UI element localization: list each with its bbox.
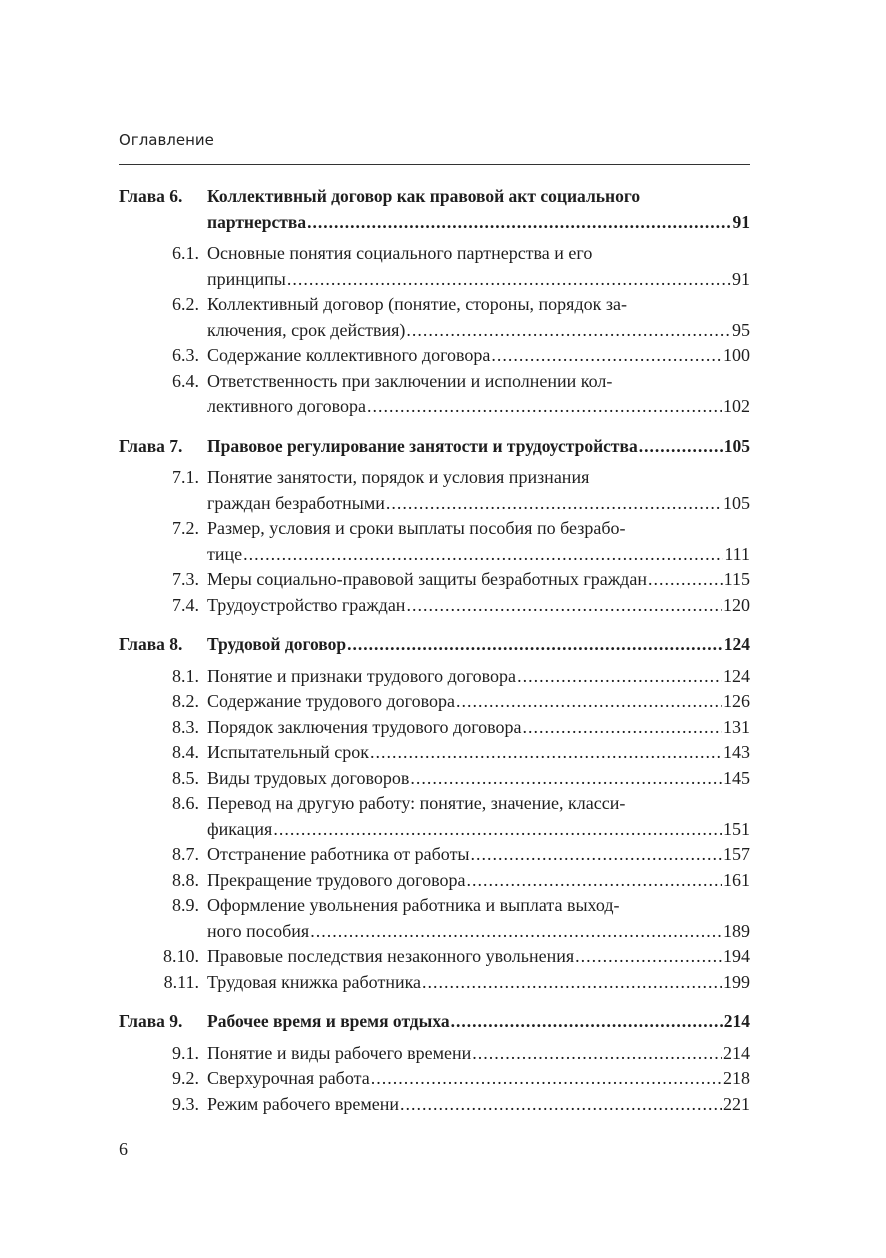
section-number: 7.3. [172,569,199,589]
section-page-number: 189 [723,920,750,941]
dot-leader [639,434,723,460]
section-block [119,715,750,741]
section-page-number: 95 [732,319,750,340]
section-title-last-line [207,394,750,420]
chapter-title-last-line [207,632,750,658]
section-page-number: 126 [723,691,750,711]
section-block [119,740,750,766]
section-number: 8.6. [172,793,199,813]
section-title [207,465,750,516]
section-list [119,664,750,996]
section-entry [119,791,750,842]
section-entry [119,1041,750,1067]
section-title [207,766,750,792]
section-page-number: 194 [723,946,750,966]
dot-leader [347,632,723,658]
dot-leader [451,1009,723,1035]
chapter-number: Глава 7. [119,435,183,456]
table-of-contents [119,184,750,1117]
section-page-number: 111 [724,543,750,564]
dot-leader [472,1041,722,1067]
section-block [119,970,750,996]
section-number: 9.1. [172,1042,199,1063]
section-title-text: Содержание коллективного договора [207,345,491,365]
dot-leader [471,842,722,868]
running-head: Оглавление [119,131,214,149]
section-title-last-line [207,817,750,843]
section-entry [119,740,750,766]
chapter-number: Глава 6. [119,186,183,206]
section-block [119,689,750,715]
chapter-title-text: партнерства [207,211,307,232]
section-title-last-line [207,267,750,293]
section-page-number: 214 [723,1042,750,1063]
dot-leader [406,593,722,619]
chapter-number: Глава 9. [119,1011,183,1031]
section-number: 8.11. [163,971,199,992]
section-title [207,689,750,715]
section-page-number: 145 [723,767,750,788]
section-block [119,842,750,868]
section-title-last-line [207,593,750,619]
section-entry [119,593,750,619]
section-title [207,567,750,593]
section-title-last-line [207,1092,750,1118]
dot-leader [406,318,731,344]
section-block [119,1066,750,1092]
dot-leader [400,1092,722,1118]
section-entry [119,1092,750,1118]
section-list [119,241,750,420]
chapter-page-number: 105 [723,435,750,456]
section-page-number: 199 [723,971,750,992]
chapter-page-number: 91 [732,211,750,232]
section-title-line: Перевод на другую работу: понятие, значение, класси- [207,793,626,813]
section-title-text: Прекращение трудового договора [207,869,466,890]
section-title-text: Трудоустройство граждан [207,594,406,615]
chapter-entry [119,632,750,658]
chapter-page-number: 124 [723,634,750,654]
chapter-title [207,184,750,235]
section-title-text: Режим рабочего времени [207,1093,400,1114]
section-entry [119,369,750,420]
section-title [207,893,750,944]
section-title-text: Порядок заключения трудового договора [207,716,522,737]
section-page-number: 221 [723,1093,750,1114]
dot-leader [310,919,722,945]
section-page-number: 218 [723,1068,750,1088]
section-title-text: Меры социально-правовой защиты безработных граждан [207,569,647,589]
section-title [207,944,750,970]
section-number: 6.4. [172,370,199,391]
section-title [207,740,750,766]
chapter-title [207,434,750,460]
dot-leader [575,944,722,970]
section-title-line: Размер, условия и сроки выплаты пособия по безрабо- [207,518,626,538]
section-page-number: 100 [723,345,750,365]
section-title-text: Сверхурочная работа [207,1068,370,1088]
section-number: 6.1. [172,243,199,263]
dot-leader [287,267,731,293]
section-title-text: Виды трудовых договоров [207,767,410,788]
section-title-last-line [207,318,750,344]
section-page-number: 161 [723,869,750,890]
section-entry [119,343,750,369]
section-title [207,791,750,842]
section-title-last-line [207,715,750,741]
section-entry [119,689,750,715]
dot-leader [307,210,731,236]
section-block [119,593,750,619]
section-title-last-line [207,343,750,369]
section-title-line: Ответственность при заключении и исполнении кол- [207,370,613,391]
header-rule [119,164,750,165]
dot-leader [456,689,722,715]
section-page-number: 105 [723,492,750,513]
chapter-title-line: Коллективный договор как правовой акт социального [207,186,641,206]
section-block [119,868,750,894]
section-title [207,292,750,343]
section-entry [119,868,750,894]
section-title-text: лективного договора [207,396,367,416]
section-title-last-line [207,842,750,868]
chapter-title-last-line [207,1009,750,1035]
section-block [119,465,750,516]
section-number: 8.4. [172,742,199,762]
section-number: 6.2. [172,294,199,314]
dot-leader [466,868,722,894]
section-page-number: 124 [723,665,750,686]
section-title-text: Правовые последствия незаконного увольнения [207,946,575,966]
section-number: 7.4. [172,594,199,615]
section-title-line: Коллективный договор (понятие, стороны, порядок за- [207,294,627,314]
section-title-text: Отстранение работника от работы [207,844,470,864]
section-page-number: 91 [732,268,750,289]
section-title-last-line [207,1066,750,1092]
chapter-block [119,184,750,235]
section-block [119,791,750,842]
section-title-last-line [207,689,750,715]
section-title-last-line [207,868,750,894]
dot-leader [386,491,722,517]
dot-leader [517,664,722,690]
section-entry [119,292,750,343]
section-title-text: граждан безработными [207,492,385,513]
section-title [207,715,750,741]
section-number: 7.2. [172,518,199,538]
dot-leader [410,766,722,792]
section-number: 7.1. [172,467,199,487]
section-title-last-line [207,970,750,996]
section-entry [119,1066,750,1092]
section-block [119,292,750,343]
chapter-entry [119,184,750,235]
section-title-text: Испытательный срок [207,742,369,762]
chapter-number: Глава 8. [119,634,183,654]
dot-leader [491,343,722,369]
section-block [119,369,750,420]
section-page-number: 151 [723,818,750,839]
section-title [207,868,750,894]
section-number: 8.9. [172,895,199,915]
section-block [119,343,750,369]
section-block [119,664,750,690]
section-title-text: фикация [207,818,273,839]
chapter-entry [119,1009,750,1035]
page-number: 6 [119,1139,128,1159]
chapter-block [119,434,750,460]
chapter-page-number: 214 [723,1011,750,1031]
dot-leader [523,715,723,741]
section-title-text: Трудовая книжка работника [207,971,422,992]
dot-leader [422,970,722,996]
section-list [119,465,750,618]
section-title [207,664,750,690]
dot-leader [371,1066,722,1092]
section-number: 6.3. [172,345,199,365]
section-number: 8.3. [172,716,199,737]
section-title [207,343,750,369]
section-entry [119,465,750,516]
section-number: 9.3. [172,1093,199,1114]
section-title-last-line [207,664,750,690]
section-number: 8.2. [172,691,199,711]
chapter-entry [119,434,750,460]
section-entry [119,944,750,970]
section-list [119,1041,750,1118]
section-number: 8.10. [163,946,199,966]
dot-leader [648,567,723,593]
dot-leader [370,740,722,766]
section-title [207,516,750,567]
section-entry [119,970,750,996]
dot-leader [273,817,722,843]
section-block [119,766,750,792]
section-title-last-line [207,740,750,766]
section-entry [119,766,750,792]
section-page-number: 102 [723,396,750,416]
section-title-text: тице [207,543,243,564]
section-title-line: Понятие занятости, порядок и условия признания [207,467,590,487]
section-entry [119,893,750,944]
section-page-number: 115 [723,569,750,589]
section-block [119,1041,750,1067]
section-block [119,516,750,567]
section-entry [119,516,750,567]
section-number: 8.5. [172,767,199,788]
section-title [207,241,750,292]
section-title [207,1092,750,1118]
section-entry [119,567,750,593]
section-block [119,241,750,292]
section-title [207,593,750,619]
section-title-line: Оформление увольнения работника и выплата выход- [207,895,620,915]
section-title [207,970,750,996]
section-title [207,369,750,420]
section-title-last-line [207,491,750,517]
section-entry [119,664,750,690]
section-title-last-line [207,766,750,792]
section-title [207,1066,750,1092]
section-title [207,1041,750,1067]
section-entry [119,241,750,292]
section-page-number: 131 [723,716,750,737]
section-title-text: Понятие и признаки трудового договора [207,665,517,686]
chapter-title-text: Рабочее время и время отдыха [207,1011,450,1031]
section-title-last-line [207,944,750,970]
section-block [119,944,750,970]
section-title-last-line [207,542,750,568]
section-title-line: Основные понятия социального партнерства и его [207,243,593,263]
section-number: 8.8. [172,869,199,890]
chapter-title-last-line [207,210,750,236]
section-title-text: Понятие и виды рабочего времени [207,1042,472,1063]
section-title-text: принципы [207,268,286,289]
chapter-title [207,1009,750,1035]
section-block [119,893,750,944]
section-title-last-line [207,1041,750,1067]
section-title-text: Содержание трудового договора [207,691,455,711]
section-page-number: 120 [723,594,750,615]
section-block [119,1092,750,1118]
section-entry [119,715,750,741]
section-block [119,567,750,593]
section-number: 8.7. [172,844,199,864]
section-title-text: ного пособия [207,920,310,941]
section-number: 9.2. [172,1068,199,1088]
chapter-title-last-line [207,434,750,460]
section-number: 8.1. [172,665,199,686]
section-title-text: ключения, срок действия) [207,319,406,340]
chapter-block [119,1009,750,1035]
chapter-title [207,632,750,658]
section-title-last-line [207,919,750,945]
section-entry [119,842,750,868]
dot-leader [367,394,722,420]
section-page-number: 143 [723,742,750,762]
chapter-title-text: Правовое регулирование занятости и трудоустройства [207,435,638,456]
section-page-number: 157 [723,844,750,864]
dot-leader [243,542,723,568]
section-title-last-line [207,567,750,593]
chapter-block [119,632,750,658]
chapter-title-text: Трудовой договор [207,634,347,654]
section-title [207,842,750,868]
